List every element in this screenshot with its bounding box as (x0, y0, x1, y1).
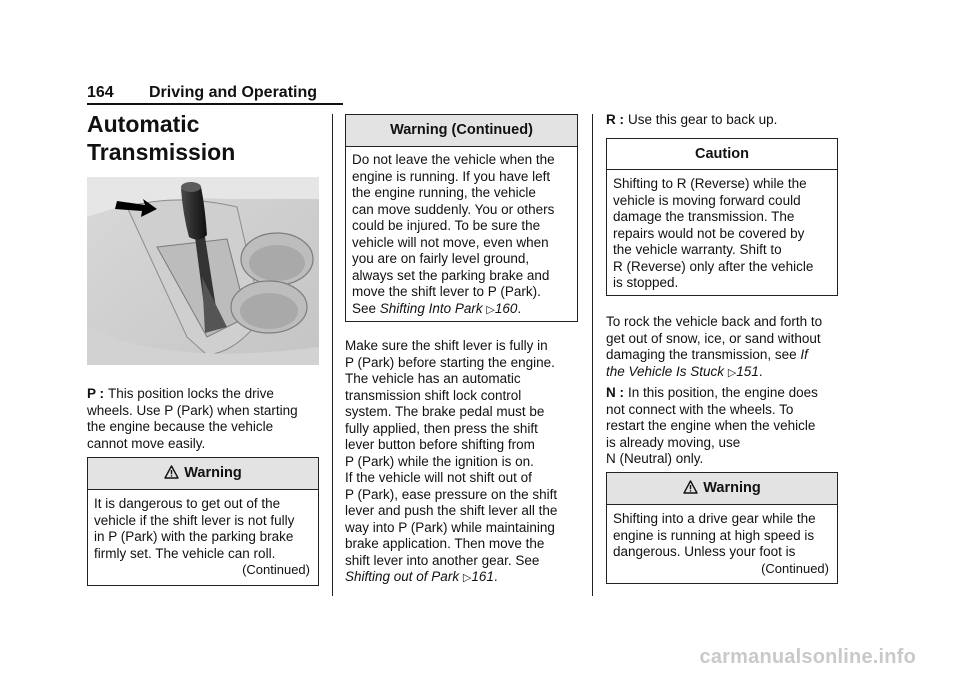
n-position-description: N : In this position, the engine does not connect with the wheels. To restart the engine when the vehicle is already moving, use N (Neutral) only. (606, 385, 818, 466)
warning-header: Warning (88, 458, 318, 490)
header-rule (87, 103, 343, 105)
continued-label: (Continued) (242, 562, 310, 577)
rock-vehicle-paragraph: To rock the vehicle back and forth to get out of snow, ice, or sand without damaging the transmission, see If the Vehicle Is Stuck ▷151. (606, 314, 823, 379)
shifting-out-of-park-link[interactable]: Shifting out of Park (345, 569, 460, 584)
p-label: P : (87, 386, 105, 401)
continued-label: (Continued) (761, 560, 829, 576)
warning-triangle-icon (683, 480, 698, 494)
warning-continued-box (345, 114, 578, 322)
warning-text: It is dangerous to get out of the vehicle if the shift lever is not fully in P (Park) with the parking brake firmly set. The vehicle can roll. (Continued) (94, 496, 310, 577)
n-label: N : (606, 385, 624, 400)
running-header (87, 84, 343, 102)
title-line: Automatic (87, 111, 200, 137)
warning-continued-header: Warning (Continued) (346, 115, 577, 147)
warning-continued-text: Do not leave the vehicle when the engine is running. If you have left the engine running, the vehicle can move suddenly. You or others could be injured. To be sure the vehicle will not move, even when you are on fairly level ground, always set the parking brake and move the shift lever to P (Park). See Shifting Into Park ▷160. (346, 147, 577, 322)
p-position-description: P : This position locks the drive wheels. Use P (Park) when starting the engine because the vehicle cannot move easily. (87, 386, 298, 451)
vehicle-stuck-link-start[interactable]: If (800, 347, 808, 362)
warning-box-p (87, 457, 319, 586)
watermark: carmanualsonline.info (699, 646, 916, 668)
page-ref-icon: ▷ (462, 572, 472, 584)
column-divider (592, 114, 593, 596)
warning-header: Warning (607, 473, 837, 505)
r-position-description: R : Use this gear to back up. (606, 112, 778, 127)
warning-text: Shifting into a drive gear while the engine is running at high speed is dangerous. Unless your foot is (Continued) (613, 511, 829, 576)
page-title (87, 110, 327, 166)
shifting-into-park-link[interactable]: Shifting Into Park (379, 300, 483, 316)
caution-text: Shifting to R (Reverse) while the vehicle is moving forward could damage the transmission. The repairs would not be covered by the vehicle warranty. Shift to R (Reverse) only after the vehicle is stopped. (613, 176, 814, 290)
title-line: Transmission (87, 139, 236, 165)
r-label: R : (606, 112, 624, 127)
caution-box (606, 138, 838, 296)
see-reference: See Shifting Into Park ▷160. (352, 300, 522, 316)
section-title: Driving and Operating (149, 84, 318, 101)
shift-lock-paragraph: Make sure the shift lever is fully in P (Park) before starting the engine. The vehicle has an automatic transmission shift lock control system. The brake pedal must be fully applied, then press the shift lever button before shifting from P (Park) while the ignition is on. If the vehicle will not shift out of P (Park), ease pressure on the shift lever and push the shift lever all the way into P (Park) while maintaining brake application. Then move the shift lever into another gear. See Shifting out of Park ▷161. (345, 338, 558, 584)
caution-header: Caution (607, 139, 837, 170)
warning-box-n (606, 472, 838, 584)
page-ref-icon: ▷ (486, 303, 495, 316)
column-divider (332, 114, 333, 596)
shift-lever-illustration (87, 177, 319, 365)
vehicle-stuck-link[interactable]: the Vehicle Is Stuck (606, 363, 725, 379)
page-ref-icon: ▷ (727, 366, 737, 379)
page-number: 164 (87, 84, 114, 101)
warning-triangle-icon (164, 465, 179, 479)
